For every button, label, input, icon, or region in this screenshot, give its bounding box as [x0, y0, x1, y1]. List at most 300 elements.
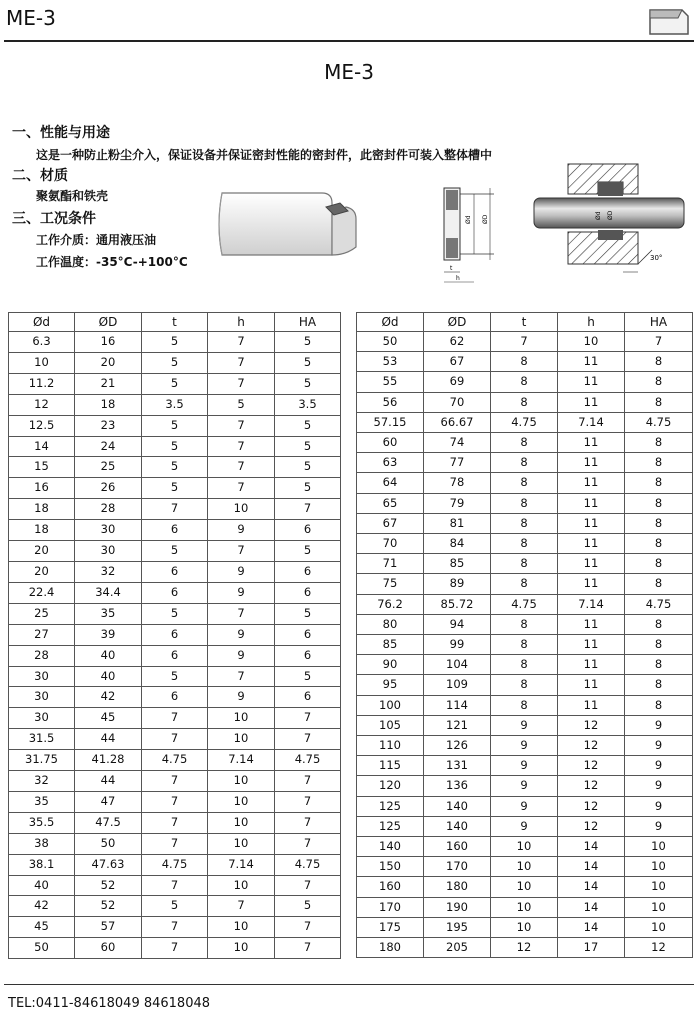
table-cell: 110 [357, 736, 424, 756]
table-cell: 5 [275, 541, 341, 562]
table-cell: 6 [275, 687, 341, 708]
table-cell: 10 [208, 499, 275, 520]
table-cell: 42 [9, 896, 75, 917]
table-cell: 3.5 [275, 394, 341, 415]
table-cell: 8 [625, 392, 693, 412]
table-cell: 8 [491, 493, 558, 513]
table-cell: 7 [142, 833, 208, 854]
table-cell: 56 [357, 392, 424, 412]
table-cell: 53 [357, 352, 424, 372]
seal-profile-icon [646, 4, 692, 42]
table-cell: 30 [9, 708, 75, 729]
table-cell: 7 [208, 373, 275, 394]
table-cell: 6 [275, 520, 341, 541]
table-cell: 7 [275, 812, 341, 833]
table-cell: 14 [9, 436, 75, 457]
table-cell: 22.4 [9, 582, 75, 603]
table-cell: 66.67 [424, 412, 491, 432]
table-cell: 11 [558, 574, 625, 594]
table-cell: 18 [75, 394, 142, 415]
table-row [9, 478, 341, 499]
size-table-left [8, 312, 341, 959]
table-cell: 6 [275, 645, 341, 666]
table-row [9, 729, 341, 750]
table-cell: 8 [625, 614, 693, 634]
table-cell: 55 [357, 372, 424, 392]
table-cell: 4.75 [491, 594, 558, 614]
table-cell: 74 [424, 433, 491, 453]
table-row [357, 776, 693, 796]
table-cell: 39 [75, 624, 142, 645]
table-cell: 150 [357, 857, 424, 877]
table-cell: 81 [424, 513, 491, 533]
table-cell: 8 [625, 433, 693, 453]
table-row [357, 332, 693, 352]
table-cell: 9 [625, 736, 693, 756]
dim-label-h: h [456, 275, 460, 282]
table-row [357, 756, 693, 776]
section-conditions-medium: 工作介质：通用液压油 [36, 233, 157, 247]
table-cell: 109 [424, 675, 491, 695]
table-cell: 21 [75, 373, 142, 394]
table-cell: 9 [208, 520, 275, 541]
header-divider [4, 40, 694, 42]
table-cell: 8 [491, 635, 558, 655]
header-d: Ød [9, 313, 75, 332]
installation-drawing [528, 160, 694, 294]
table-cell: 10 [208, 791, 275, 812]
table-row [9, 457, 341, 478]
table-cell: 7.14 [558, 594, 625, 614]
table-cell: 38 [9, 833, 75, 854]
dim-label-t: t [450, 265, 453, 272]
table-cell: 42 [75, 687, 142, 708]
table-row [357, 473, 693, 493]
table-cell: 10 [625, 917, 693, 937]
table-cell: 10 [625, 877, 693, 897]
table-cell: 62 [424, 332, 491, 352]
table-cell: 12 [558, 796, 625, 816]
table-cell: 8 [491, 352, 558, 372]
table-cell: 7 [208, 457, 275, 478]
table-cell: 9 [625, 796, 693, 816]
table-row [9, 415, 341, 436]
table-cell: 8 [491, 655, 558, 675]
table-cell: 50 [9, 938, 75, 959]
table-cell: 44 [75, 771, 142, 792]
table-row [357, 392, 693, 412]
table-cell: 17 [558, 938, 625, 958]
table-cell: 11.2 [9, 373, 75, 394]
table-cell: 30 [9, 687, 75, 708]
table-row [357, 715, 693, 735]
table-cell: 9 [208, 687, 275, 708]
table-cell: 12 [558, 736, 625, 756]
table-cell: 5 [275, 603, 341, 624]
table-cell: 9 [491, 796, 558, 816]
table-cell: 60 [357, 433, 424, 453]
table-cell: 8 [491, 372, 558, 392]
table-cell: 10 [208, 833, 275, 854]
table-row [9, 875, 341, 896]
table-cell: 69 [424, 372, 491, 392]
table-cell: 114 [424, 695, 491, 715]
table-cell: 10 [491, 857, 558, 877]
header-h: h [208, 313, 275, 332]
table-cell: 9 [625, 816, 693, 836]
table-row [9, 687, 341, 708]
table-row [357, 574, 693, 594]
table-cell: 7 [208, 896, 275, 917]
table-cell: 24 [75, 436, 142, 457]
table-cell: 26 [75, 478, 142, 499]
table-cell: 11 [558, 473, 625, 493]
table-cell: 160 [357, 877, 424, 897]
table-cell: 8 [625, 513, 693, 533]
table-cell: 5 [142, 457, 208, 478]
table-cell: 15 [9, 457, 75, 478]
footer-phone: TEL:0411-84618049 84618048 [8, 996, 211, 1011]
table-cell: 10 [9, 352, 75, 373]
table-cell: 195 [424, 917, 491, 937]
table-cell: 6 [275, 624, 341, 645]
table-cell: 7 [142, 708, 208, 729]
table-cell: 11 [558, 635, 625, 655]
table-cell: 170 [424, 857, 491, 877]
table-cell: 11 [558, 372, 625, 392]
table-cell: 11 [558, 392, 625, 412]
table-cell: 35.5 [9, 812, 75, 833]
table-cell: 6 [142, 645, 208, 666]
table-cell: 14 [558, 917, 625, 937]
table-row [357, 594, 693, 614]
table-row [357, 695, 693, 715]
seal-3d-illustration [214, 185, 364, 269]
table-cell: 40 [75, 645, 142, 666]
table-cell: 9 [625, 776, 693, 796]
table-cell: 79 [424, 493, 491, 513]
table-cell: 7 [142, 875, 208, 896]
table-cell: 131 [424, 756, 491, 776]
table-cell: 5 [142, 332, 208, 353]
table-cell: 7 [142, 917, 208, 938]
table-cell: 90 [357, 655, 424, 675]
table-cell: 8 [491, 695, 558, 715]
table-cell: 14 [558, 857, 625, 877]
table-cell: 9 [208, 645, 275, 666]
table-cell: 25 [9, 603, 75, 624]
table-cell: 52 [75, 875, 142, 896]
table-cell: 11 [558, 352, 625, 372]
table-cell: 4.75 [142, 854, 208, 875]
table-cell: 5 [275, 896, 341, 917]
table-cell: 6 [142, 520, 208, 541]
table-cell: 8 [625, 473, 693, 493]
table-row [357, 554, 693, 574]
table-cell: 8 [491, 574, 558, 594]
table-cell: 8 [491, 534, 558, 554]
table-cell: 170 [357, 897, 424, 917]
table-row [9, 917, 341, 938]
table-cell: 7 [275, 708, 341, 729]
table-cell: 80 [357, 614, 424, 634]
table-row [9, 541, 341, 562]
table-cell: 35 [75, 603, 142, 624]
table-cell: 8 [491, 392, 558, 412]
table-cell: 105 [357, 715, 424, 735]
table-cell: 8 [625, 675, 693, 695]
table-cell: 20 [9, 541, 75, 562]
table-cell: 11 [558, 695, 625, 715]
table-cell: 126 [424, 736, 491, 756]
table-header-row [9, 313, 341, 332]
table-cell: 10 [491, 837, 558, 857]
table-cell: 115 [357, 756, 424, 776]
table-cell: 9 [491, 776, 558, 796]
table-cell: 67 [357, 513, 424, 533]
table-cell: 7 [208, 478, 275, 499]
table-cell: 7 [275, 499, 341, 520]
table-cell: 104 [424, 655, 491, 675]
table-cell: 12 [9, 394, 75, 415]
table-cell: 7 [491, 332, 558, 352]
table-row [357, 655, 693, 675]
section-material-text: 聚氨酯和铁壳 [36, 189, 109, 203]
table-cell: 7 [275, 833, 341, 854]
table-row [357, 917, 693, 937]
table-cell: 5 [275, 373, 341, 394]
table-cell: 8 [625, 554, 693, 574]
table-cell: 5 [142, 373, 208, 394]
table-cell: 18 [9, 520, 75, 541]
seal-cross-section-drawing [434, 180, 504, 294]
table-cell: 60 [75, 938, 142, 959]
table-cell: 7 [208, 666, 275, 687]
table-cell: 70 [357, 534, 424, 554]
table-cell: 7 [275, 791, 341, 812]
table-cell: 4.75 [275, 854, 341, 875]
table-cell: 8 [625, 635, 693, 655]
table-cell: 5 [275, 666, 341, 687]
table-cell: 12 [491, 938, 558, 958]
table-cell: 5 [142, 415, 208, 436]
table-row [357, 736, 693, 756]
table-row [357, 796, 693, 816]
table-cell: 9 [491, 816, 558, 836]
table-row [9, 499, 341, 520]
table-cell: 11 [558, 433, 625, 453]
table-row [9, 771, 341, 792]
table-cell: 40 [9, 875, 75, 896]
table-cell: 205 [424, 938, 491, 958]
dim-label-d: Ød [465, 215, 472, 224]
table-cell: 11 [558, 655, 625, 675]
table-cell: 100 [357, 695, 424, 715]
install-label-angle: 30° [650, 254, 663, 262]
table-cell: 7 [208, 603, 275, 624]
header-D: ØD [75, 313, 142, 332]
table-cell: 4.75 [275, 750, 341, 771]
table-cell: 45 [9, 917, 75, 938]
table-cell: 5 [275, 332, 341, 353]
table-cell: 11 [558, 554, 625, 574]
table-cell: 5 [142, 541, 208, 562]
table-cell: 6 [142, 687, 208, 708]
table-cell: 77 [424, 453, 491, 473]
table-cell: 47.5 [75, 812, 142, 833]
table-cell: 14 [558, 837, 625, 857]
table-cell: 10 [208, 917, 275, 938]
table-cell: 9 [208, 582, 275, 603]
table-cell: 4.75 [142, 750, 208, 771]
table-cell: 160 [424, 837, 491, 857]
table-cell: 4.75 [625, 412, 693, 432]
table-row [9, 750, 341, 771]
table-cell: 7 [208, 436, 275, 457]
table-row [357, 837, 693, 857]
table-cell: 10 [625, 897, 693, 917]
table-cell: 9 [491, 736, 558, 756]
table-cell: 30 [9, 666, 75, 687]
table-cell: 7 [275, 729, 341, 750]
table-row [9, 812, 341, 833]
table-row [9, 373, 341, 394]
table-cell: 85 [357, 635, 424, 655]
section-conditions-title: 三、工况条件 [12, 211, 96, 227]
table-cell: 23 [75, 415, 142, 436]
table-cell: 7 [208, 541, 275, 562]
table-cell: 8 [491, 473, 558, 493]
table-row [9, 938, 341, 959]
table-cell: 9 [625, 756, 693, 776]
table-cell: 12 [558, 756, 625, 776]
table-row [9, 791, 341, 812]
table-cell: 5 [275, 436, 341, 457]
table-row [357, 534, 693, 554]
table-cell: 7 [142, 771, 208, 792]
table-cell: 7 [275, 771, 341, 792]
table-row [357, 412, 693, 432]
table-cell: 47 [75, 791, 142, 812]
section-material-title: 二、材质 [12, 168, 68, 184]
table-cell: 3.5 [142, 394, 208, 415]
table-row [9, 332, 341, 353]
table-row [357, 453, 693, 473]
table-row [357, 513, 693, 533]
table-header-row [357, 313, 693, 332]
table-cell: 10 [491, 897, 558, 917]
table-cell: 10 [491, 877, 558, 897]
table-cell: 89 [424, 574, 491, 594]
table-cell: 78 [424, 473, 491, 493]
table-cell: 190 [424, 897, 491, 917]
table-cell: 5 [275, 352, 341, 373]
table-cell: 9 [208, 624, 275, 645]
table-cell: 8 [625, 655, 693, 675]
table-cell: 64 [357, 473, 424, 493]
table-row [357, 857, 693, 877]
table-cell: 8 [625, 534, 693, 554]
page-title: ME-3 [324, 60, 374, 84]
table-cell: 50 [357, 332, 424, 352]
table-cell: 7 [625, 332, 693, 352]
table-row [9, 603, 341, 624]
table-cell: 10 [208, 938, 275, 959]
table-cell: 8 [491, 513, 558, 533]
table-cell: 95 [357, 675, 424, 695]
table-cell: 7 [275, 917, 341, 938]
table-row [357, 938, 693, 958]
table-cell: 14 [558, 877, 625, 897]
table-cell: 8 [491, 433, 558, 453]
table-cell: 11 [558, 453, 625, 473]
table-cell: 5 [142, 603, 208, 624]
table-cell: 41.28 [75, 750, 142, 771]
table-cell: 7 [142, 729, 208, 750]
table-cell: 140 [424, 816, 491, 836]
table-row [9, 352, 341, 373]
table-cell: 8 [625, 695, 693, 715]
table-cell: 63 [357, 453, 424, 473]
table-cell: 31.75 [9, 750, 75, 771]
table-row [9, 436, 341, 457]
install-label-D: ØD [607, 210, 614, 220]
table-cell: 27 [9, 624, 75, 645]
table-cell: 28 [75, 499, 142, 520]
table-cell: 125 [357, 816, 424, 836]
table-cell: 12 [625, 938, 693, 958]
table-row [357, 816, 693, 836]
table-cell: 7 [142, 791, 208, 812]
dim-label-D: ØD [482, 214, 489, 224]
table-cell: 10 [625, 837, 693, 857]
table-cell: 9 [208, 561, 275, 582]
table-cell: 4.75 [625, 594, 693, 614]
table-cell: 10 [208, 729, 275, 750]
table-cell: 7 [208, 352, 275, 373]
table-cell: 4.75 [491, 412, 558, 432]
table-row [9, 645, 341, 666]
table-cell: 6 [275, 582, 341, 603]
table-cell: 11 [558, 493, 625, 513]
table-cell: 11 [558, 534, 625, 554]
table-cell: 25 [75, 457, 142, 478]
table-cell: 8 [491, 554, 558, 574]
table-cell: 7.14 [208, 750, 275, 771]
table-cell: 12 [558, 776, 625, 796]
table-cell: 121 [424, 715, 491, 735]
table-cell: 5 [208, 394, 275, 415]
table-cell: 6.3 [9, 332, 75, 353]
table-row [9, 666, 341, 687]
table-cell: 20 [9, 561, 75, 582]
table-row [357, 372, 693, 392]
table-cell: 136 [424, 776, 491, 796]
table-cell: 5 [275, 415, 341, 436]
table-cell: 7 [208, 415, 275, 436]
table-cell: 5 [142, 436, 208, 457]
table-cell: 7 [275, 938, 341, 959]
header-t: t [491, 313, 558, 332]
table-cell: 8 [491, 614, 558, 634]
table-row [357, 352, 693, 372]
table-cell: 52 [75, 896, 142, 917]
table-cell: 5 [142, 478, 208, 499]
header-t: t [142, 313, 208, 332]
table-cell: 84 [424, 534, 491, 554]
table-cell: 140 [424, 796, 491, 816]
table-cell: 16 [9, 478, 75, 499]
